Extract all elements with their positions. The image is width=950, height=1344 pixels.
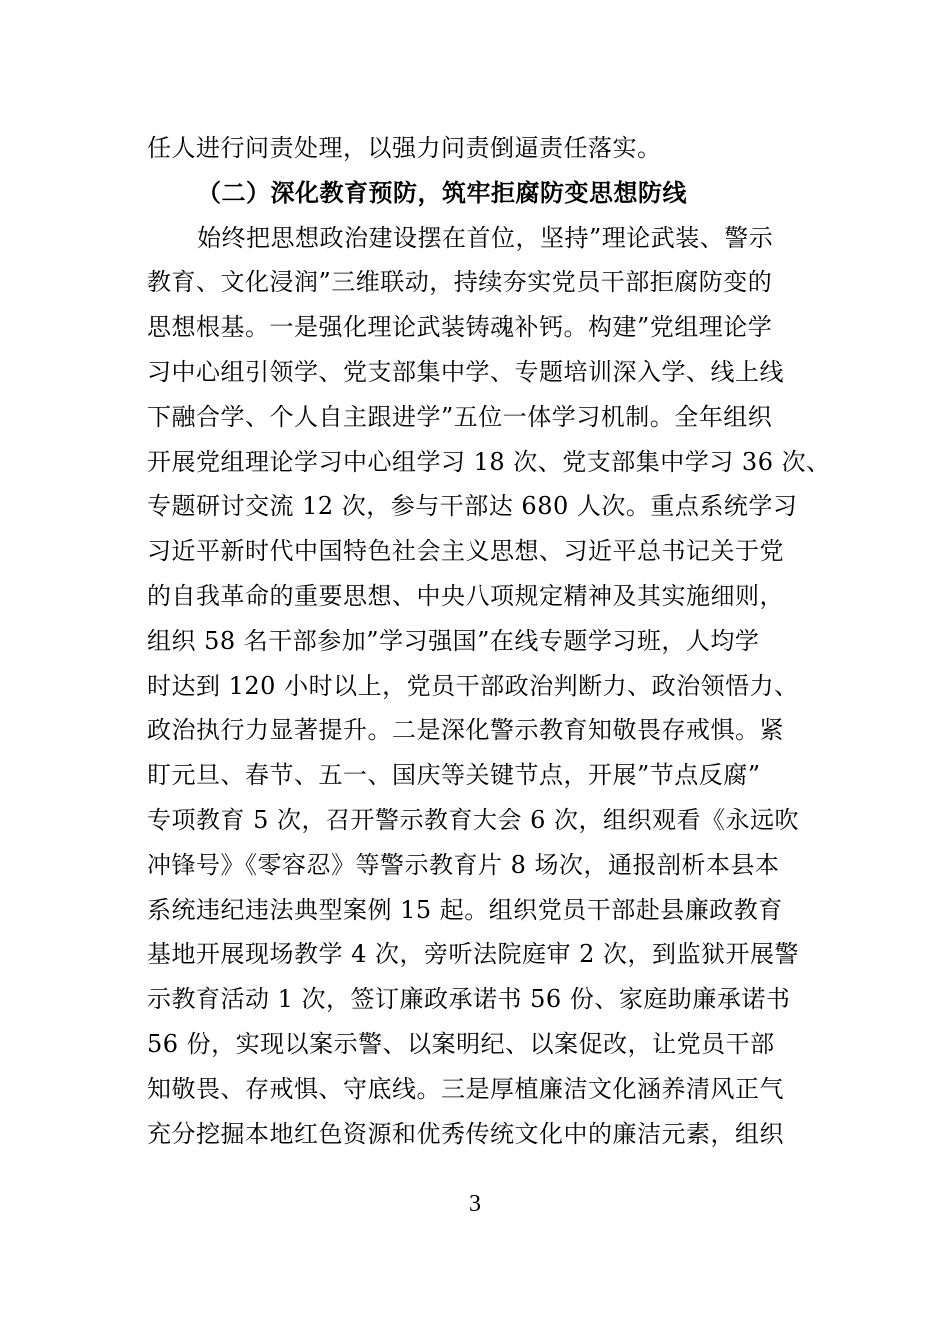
- text-line: 56 份，实现以案示警、以案明纪、以案促改，让党员干部: [147, 1029, 775, 1058]
- body-text: [147, 126, 831, 1156]
- text-line: 开展党组理论学习中心组学习 18 次、党支部集中学习 36 次、: [147, 447, 831, 476]
- text-line: 的自我革命的重要思想、中央八项规定精神及其实施细则，: [147, 581, 784, 610]
- text-line: 政治执行力显著提升。二是深化警示教育知敬畏存戒惧。紧: [147, 716, 784, 745]
- text-line: 基地开展现场教学 4 次，旁听法院庭审 2 次，到监狱开展警: [147, 940, 800, 969]
- text-line: 下融合学、个人自主跟进学”五位一体学习机制。全年组织: [147, 402, 773, 431]
- text-line: 示教育活动 1 次，签订廉政承诺书 56 份、家庭助廉承诺书: [147, 985, 791, 1014]
- text-line: 习近平新时代中国特色社会主义思想、习近平总书记关于党: [147, 537, 784, 566]
- paragraph-first-line: 始终把思想政治建设摆在首位，坚持”理论武装、警示: [197, 223, 774, 252]
- text-line: 冲锋号》《零容忍》等警示教育片 8 场次，通报剖析本县本: [147, 850, 780, 879]
- text-line: 组织 58 名干部参加”学习强国”在线专题学习班，人均学: [147, 626, 760, 655]
- text-line: 时达到 120 小时以上，党员干部政治判断力、政治领悟力、: [147, 671, 799, 700]
- text-line: 思想根基。一是强化理论武装铸魂补钙。构建”党组理论学: [147, 313, 773, 342]
- text-line: 专项教育 5 次，召开警示教育大会 6 次，组织观看《永远吹: [147, 805, 800, 834]
- text-line: 任人进行问责处理，以强力问责倒逼责任落实。: [147, 134, 662, 162]
- text-line: 盯元旦、春节、五一、国庆等关键节点，开展”节点反腐”: [147, 761, 761, 790]
- page-number: 3: [469, 1191, 481, 1217]
- text-line: 知敬畏、存戒惧、守底线。三是厚植廉洁文化涵养清风正气: [147, 1074, 784, 1103]
- text-line: 系统违纪违法典型案例 15 起。组织党员干部赴县廉政教育: [147, 895, 783, 924]
- text-line: 充分挖掘本地红色资源和优秀传统文化中的廉洁元素，组织: [147, 1119, 784, 1148]
- text-line: 专题研讨交流 12 次，参与干部达 680 人次。重点系统学习: [147, 492, 798, 521]
- text-line: 习中心组引领学、党支部集中学、专题培训深入学、线上线: [147, 357, 784, 386]
- section-heading: （二）深化教育预防，筑牢拒腐防变思想防线: [197, 177, 687, 207]
- text-line: 教育、文化浸润”三维联动，持续夯实党员干部拒腐防变的: [147, 268, 773, 297]
